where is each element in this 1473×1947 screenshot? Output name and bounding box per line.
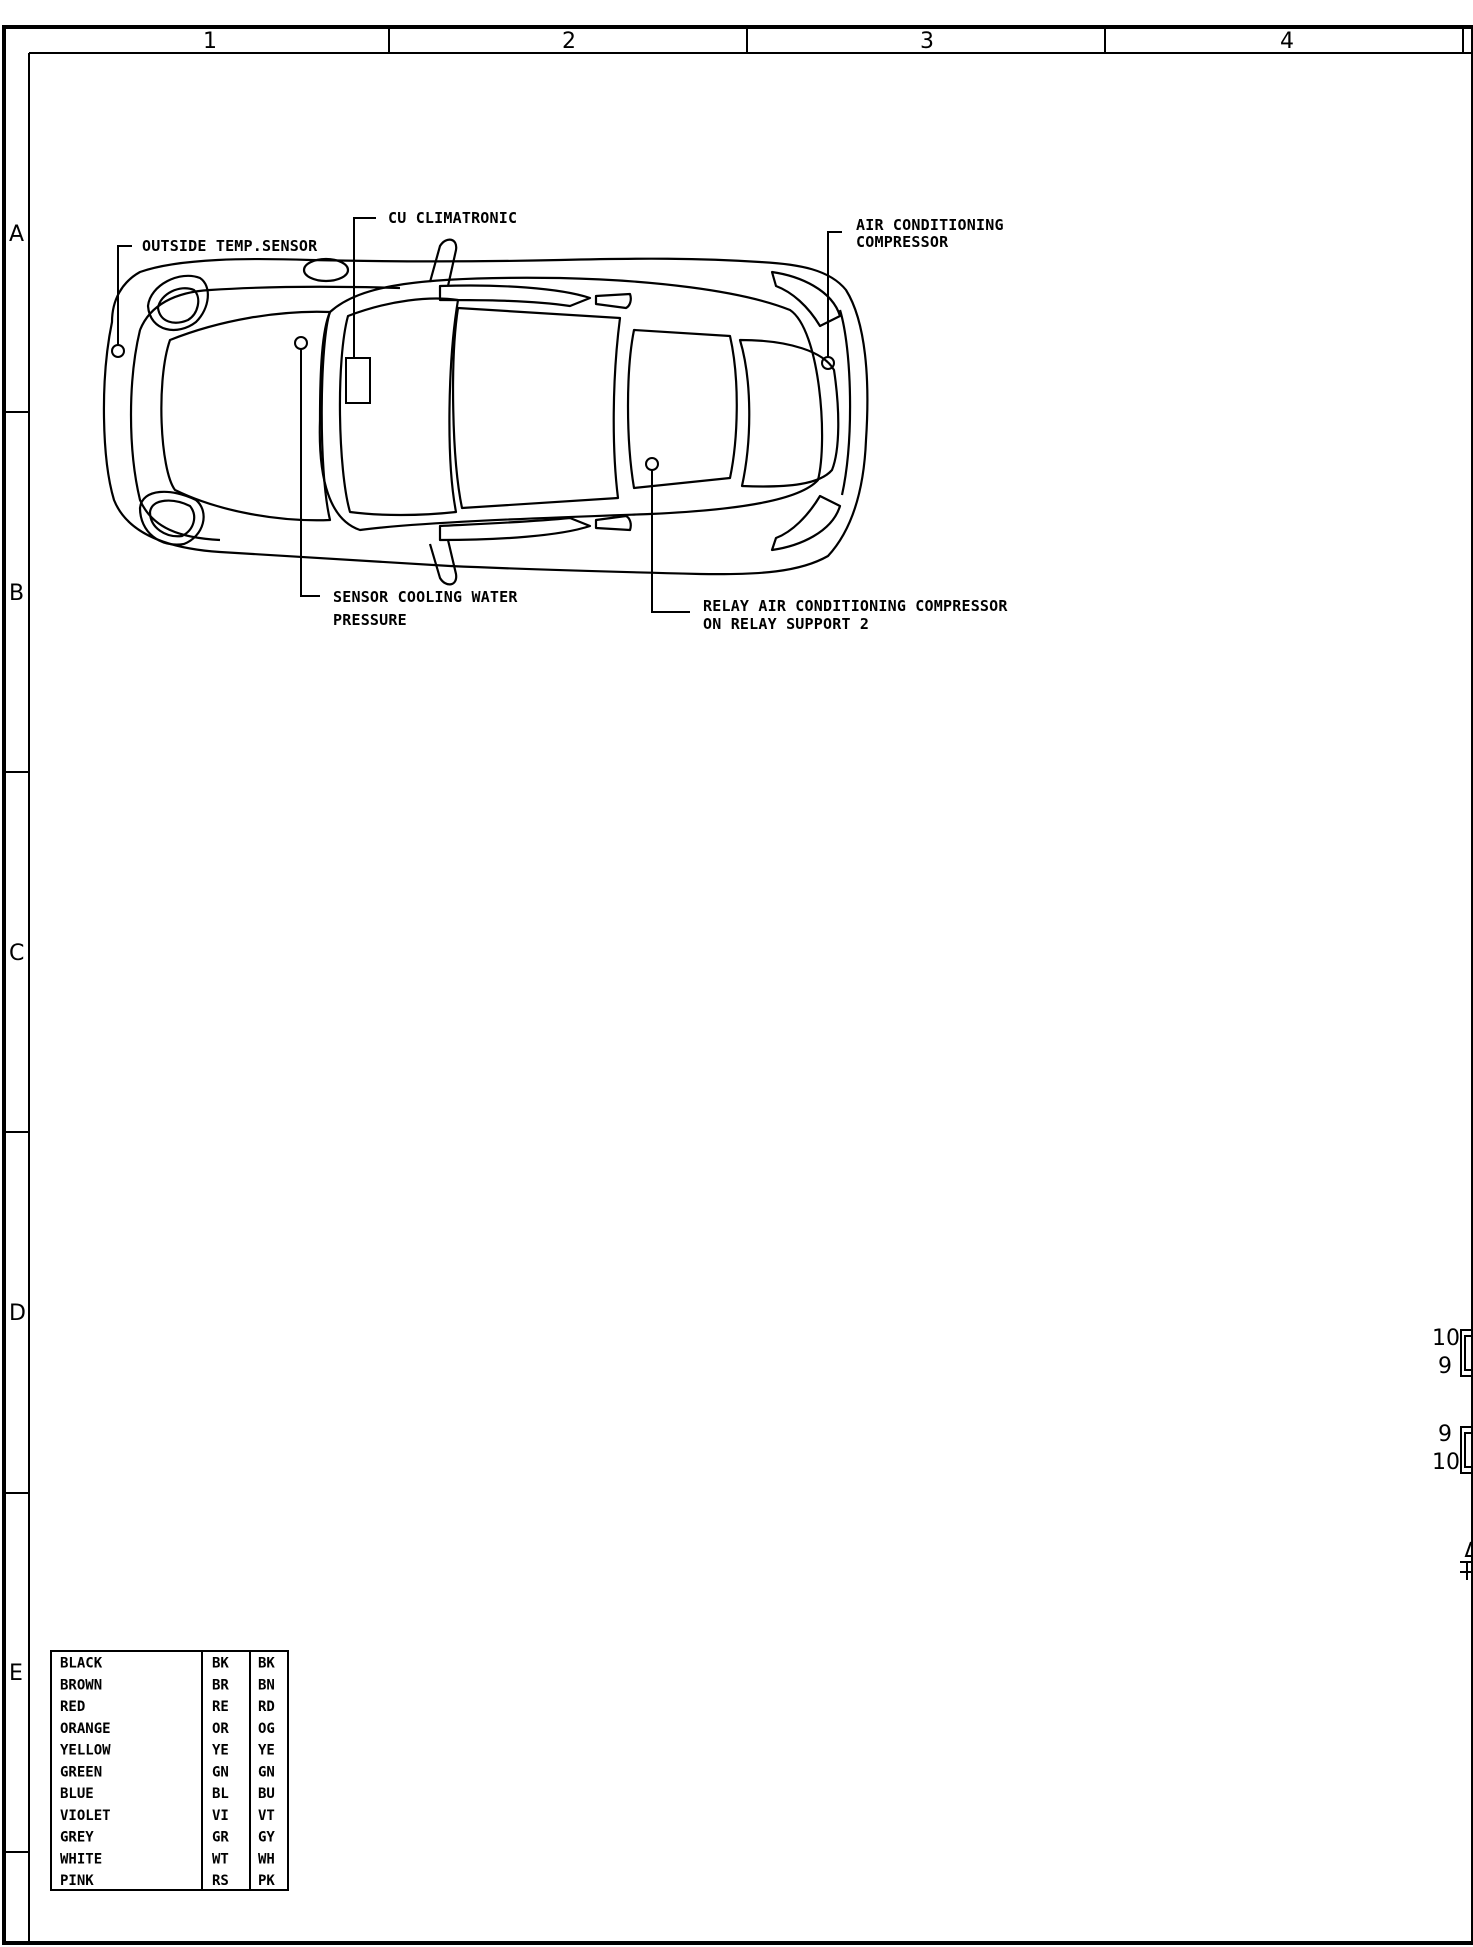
legend-code-en: PK [258, 1873, 275, 1889]
headlight-top-inner [158, 288, 198, 322]
car-body-outline [104, 259, 867, 574]
grid-row-a: A [9, 222, 25, 247]
label-sensor-cooling-1: SENSOR COOLING WATER [333, 588, 518, 606]
hood-outline [161, 312, 330, 521]
legend-code-de: VI [212, 1807, 229, 1824]
grid-row-b: B [9, 581, 25, 606]
edge-connectors [1432, 1326, 1473, 1580]
rear-deck [740, 340, 838, 486]
grid-row-labels [9, 222, 26, 1686]
legend-code-de: WT [212, 1851, 229, 1868]
relay-marker [646, 458, 658, 470]
rear-window [628, 330, 737, 488]
grid-row-e: E [9, 1661, 23, 1686]
connector-upper-pin-top: 10 [1432, 1326, 1460, 1351]
grid-col-2: 2 [562, 29, 576, 54]
legend-color-name: BLUE [60, 1786, 94, 1803]
outside-temp-sensor-marker [112, 345, 124, 357]
legend-code-en: YE [258, 1742, 275, 1759]
connector-upper-pin-bottom: 9 [1438, 1354, 1452, 1379]
side-window-top-rear [596, 294, 631, 308]
wire-color-legend [51, 1651, 288, 1890]
legend-color-name: GREEN [60, 1764, 103, 1781]
connector-lower-pin-bottom: 10 [1432, 1450, 1460, 1475]
side-window-top [440, 286, 590, 307]
legend-code-en: GY [258, 1829, 275, 1846]
leader-ac-compressor [828, 232, 842, 357]
legend-color-name: GREY [60, 1829, 94, 1846]
label-ac-compressor-2: COMPRESSOR [856, 233, 949, 251]
legend-code-en: BK [258, 1655, 275, 1672]
car-top-view [104, 240, 867, 585]
sensor-cooling-water-marker [295, 337, 307, 349]
mirror-bottom [430, 540, 456, 584]
component-labels [142, 209, 1008, 633]
car-body-inner [131, 287, 850, 540]
label-relay-1: RELAY AIR CONDITIONING COMPRESSOR [703, 597, 1008, 615]
label-relay-2: ON RELAY SUPPORT 2 [703, 615, 870, 633]
legend-color-name: YELLOW [60, 1742, 111, 1759]
legend-code-en: BU [258, 1786, 275, 1803]
legend-color-name: BLACK [60, 1655, 103, 1672]
legend-color-name: WHITE [60, 1851, 103, 1868]
legend-code-de: BK [212, 1655, 229, 1672]
label-outside-temp-sensor: OUTSIDE TEMP.SENSOR [142, 237, 318, 255]
grid-row-d: D [9, 1301, 26, 1326]
legend-code-en: OG [258, 1720, 275, 1737]
legend-code-en: RD [258, 1699, 275, 1716]
legend-code-en: GN [258, 1764, 275, 1781]
legend-code-de: GR [212, 1829, 229, 1846]
legend-code-en: BN [258, 1677, 275, 1694]
grid-col-3: 3 [920, 29, 934, 54]
legend-code-de: GN [212, 1764, 229, 1781]
grid-col-1: 1 [203, 29, 217, 54]
taillight-bottom [772, 496, 840, 550]
side-window-bottom-rear [596, 516, 631, 530]
label-sensor-cooling-2: PRESSURE [333, 611, 407, 629]
legend-color-name: BROWN [60, 1677, 103, 1694]
grid-row-c: C [9, 941, 25, 966]
connector-lower-pin-top: 9 [1438, 1422, 1452, 1447]
legend-code-de: OR [212, 1720, 229, 1737]
legend-code-de: BR [212, 1677, 229, 1694]
roof [453, 308, 620, 508]
fuel-cap [304, 259, 348, 281]
taillight-top [772, 272, 840, 326]
grid-column-labels [203, 29, 1294, 54]
leader-outside-temp [118, 246, 132, 345]
cu-climatronic-marker [346, 358, 370, 403]
legend-code-en: VT [258, 1807, 275, 1824]
leader-relay [652, 470, 690, 612]
legend-color-name: ORANGE [60, 1720, 111, 1737]
legend-code-en: WH [258, 1851, 275, 1868]
legend-code-de: RS [212, 1873, 229, 1889]
legend-color-name: PINK [60, 1873, 94, 1889]
grid-col-4: 4 [1280, 29, 1294, 54]
legend-code-de: YE [212, 1742, 229, 1759]
label-cu-climatronic: CU CLIMATRONIC [388, 209, 518, 227]
legend-color-name: RED [60, 1699, 86, 1716]
label-ac-compressor-1: AIR CONDITIONING [856, 216, 1004, 234]
windshield [340, 299, 458, 515]
legend-color-name: VIOLET [60, 1807, 111, 1824]
legend-code-de: BL [212, 1786, 229, 1803]
legend-code-de: RE [212, 1699, 229, 1716]
component-markers [112, 337, 834, 470]
